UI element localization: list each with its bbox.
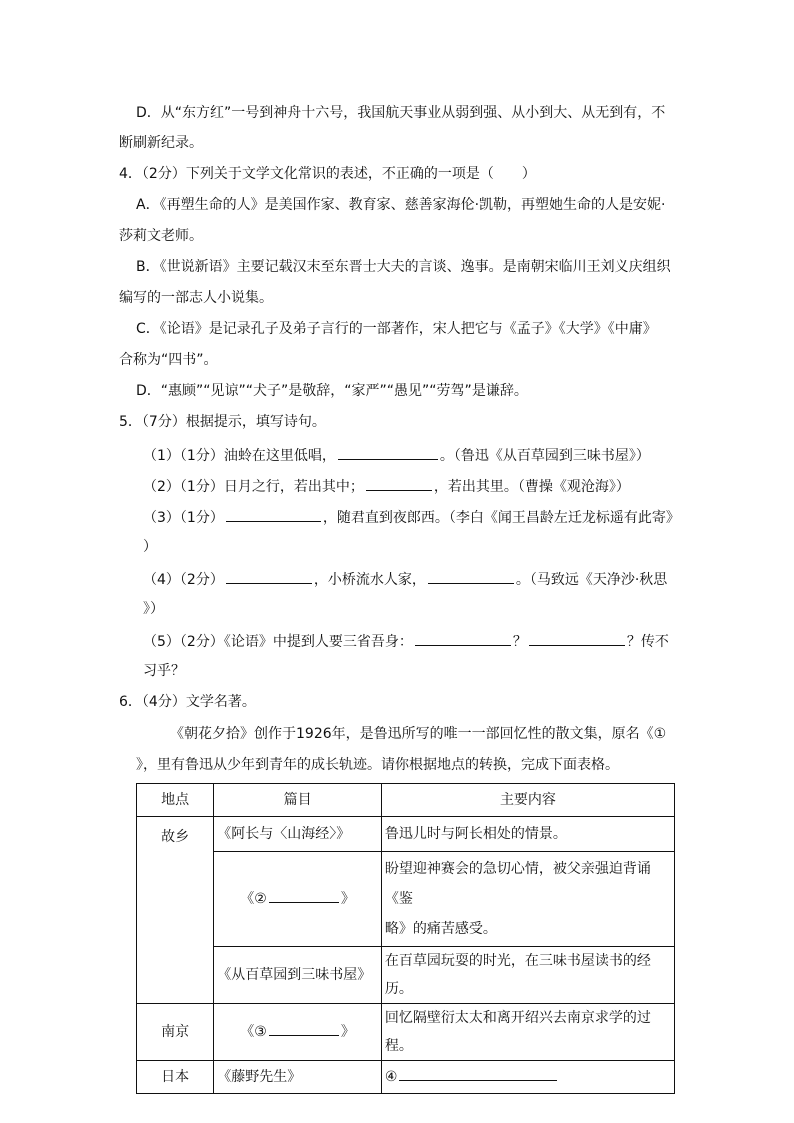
table-row [137,1061,675,1094]
title-3-open: 《③ [240,1024,267,1040]
q5-item-5-blank-1[interactable] [415,630,511,646]
q5-item-3-blank[interactable] [226,506,321,522]
q5-item-5-suffix: ？传不 [626,634,669,650]
q4-option-c-line1: C．《论语》是记录孔子及弟子言行的一部著作，宋人把它与《孟子》《大学》《中庸》 [136,321,657,337]
q5-item-4-blank-1[interactable] [226,568,312,584]
table-cell-content: 鲁迅儿时与阿长相处的情景。 [381,817,674,852]
title-2-open: 《② [240,891,267,907]
table-cell-place-hometown: 故乡 [137,817,214,1004]
title-2-close: 》 [340,891,355,907]
content-2-line1: 盼望迎神赛会的急切心情，被父亲强迫背诵《鉴 [384,861,651,907]
q5-item-3 [143,506,680,528]
q5-item-3-suffix: ，随君直到夜郎西。（李白《闻王昌龄左迁龙标遥有此寄》 [322,510,680,526]
q6-table [136,783,675,1094]
table-cell-place-japan: 日本 [137,1061,214,1094]
table-row [137,947,675,1004]
q6-intro-line2: 》，里有鲁迅从少年到青年的成长轨迹。请你根据地点的转换，完成下面表格。 [136,757,619,773]
q5-item-2-blank[interactable] [366,475,432,491]
q5-item-5-blank-2[interactable] [529,630,625,646]
title-2-blank[interactable] [269,887,339,903]
q5-item-4-suffix: 。（马致远《天净沙·秋思 [515,572,668,588]
table-row [137,1004,675,1061]
table-cell-content: 在百草园玩耍的时光，在三味书屋读书的经历。 [381,947,674,1004]
q5-item-5-prefix: （5）（2分）《论语》中提到人要三省吾身： [143,634,413,650]
q4-stem: 4．（2分）下列关于文学文化常识的表述，不正确的一项是（ ） [119,166,536,182]
table-header-title: 篇目 [214,784,382,817]
table-cell-title-blank-3 [214,1004,382,1061]
table-cell-title-blank-2 [214,852,382,947]
table-cell-content-blank-4 [381,1061,674,1094]
q5-item-1-blank[interactable] [338,444,438,460]
q6-intro-line1: 《朝花夕拾》创作于1926年，是鲁迅所写的唯一一部回忆性的散文集，原名《① [170,726,667,742]
q5-item-4-cont: 》） [143,601,164,617]
content-2-line2: 略》的痛苦感受。 [384,921,497,937]
q5-item-4-blank-2[interactable] [428,568,514,584]
q4-option-b-line2: 编写的一部志人小说集。 [119,290,273,306]
q5-item-4 [143,568,667,590]
q5-item-2-prefix: （2）（1分）日月之行，若出其中； [143,479,364,495]
q5-stem: 5．（7分）根据提示，填写诗句。 [119,414,326,430]
content-4-marker: ④ [384,1069,398,1085]
q5-item-2-suffix: ，若出其里。（曹操《观沧海》） [433,479,630,495]
table-cell-content: 回忆隔壁衍太太和离开绍兴去南京求学的过程。 [381,1004,674,1061]
table-cell-title: 《阿长与〈山海经〉》 [214,817,382,852]
q5-item-5 [143,630,669,652]
table-cell-title: 《藤野先生》 [214,1061,382,1094]
q5-item-3-prefix: （3）（1分） [143,510,224,526]
table-header-row [137,784,675,817]
table-cell-place-nanjing: 南京 [137,1004,214,1061]
table-row [137,817,675,852]
q5-item-1-suffix: 。（鲁迅《从百草园到三味书屋》） [439,448,650,464]
q3-option-d-line2: 断刷新纪录。 [119,135,203,151]
table-header-place: 地点 [137,784,214,817]
table-row [137,852,675,947]
q4-option-a-line2: 莎莉文老师。 [119,228,203,244]
q4-option-a-line1: A．《再塑生命的人》是美国作家、教育家、慈善家海伦·凯勒，再塑她生命的人是安妮· [136,197,666,213]
q5-item-2 [143,475,630,497]
title-3-blank[interactable] [269,1020,339,1036]
q4-option-b-line1: B．《世说新语》主要记载汉末至东晋士大夫的言谈、逸事。是南朝宋临川王刘义庆组织 [136,259,671,275]
q5-item-1 [143,444,650,466]
q5-item-4-middle: ，小桥流水人家， [313,572,426,588]
q5-item-5-middle: ？ [512,634,527,650]
q4-option-d: D．“惠顾”“见谅”“犬子”是敬辞，“家严”“愚见”“劳驾”是谦辞。 [136,383,528,399]
title-3-close: 》 [340,1024,355,1040]
q5-item-3-cont: ） [143,539,157,555]
table-cell-content [381,852,674,947]
q5-item-1-prefix: （1）（1分）油蛉在这里低唱， [143,448,336,464]
q4-option-c-line2: 合称为“四书”。 [119,352,218,368]
table-header-content: 主要内容 [381,784,674,817]
content-4-blank[interactable] [399,1065,557,1081]
q6-stem: 6．（4分）文学名著。 [119,694,256,710]
table-cell-title: 《从百草园到三味书屋》 [214,947,382,1004]
q5-item-4-prefix: （4）（2分） [143,572,224,588]
q5-item-5-cont: 习乎？ [143,663,185,679]
q3-option-d-line1: D．从“东方红”一号到神舟十六号，我国航天事业从弱到强、从小到大、从无到有，不 [136,105,666,121]
